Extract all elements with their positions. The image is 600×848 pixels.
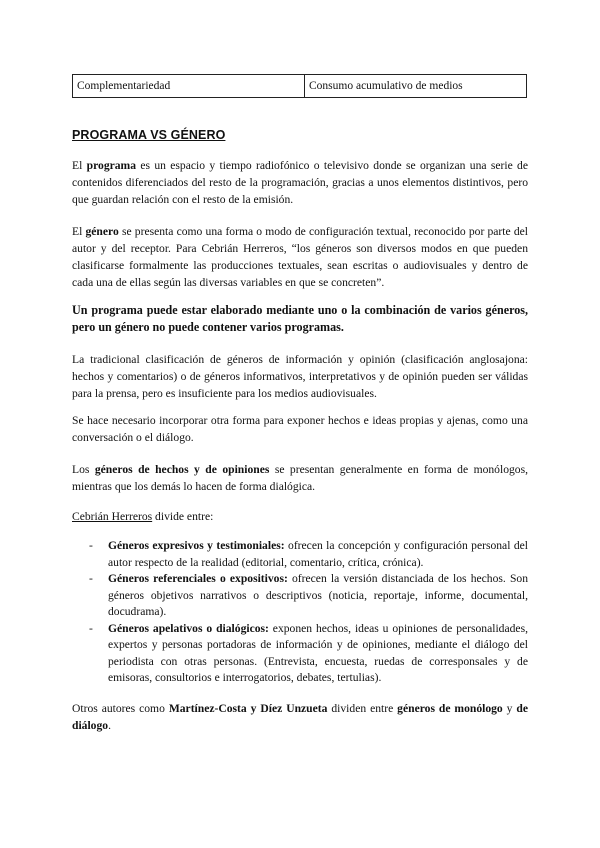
dash-marker: - [89, 572, 93, 585]
table-row [73, 75, 527, 98]
genre-list [72, 538, 528, 687]
bold-term: de diálogo [72, 702, 528, 732]
bold-term: Géneros referenciales o expositivos: [108, 572, 288, 585]
text-run: . [108, 719, 111, 732]
dash-marker: - [89, 539, 93, 552]
text-run: Otros autores como [72, 702, 169, 715]
paragraph-key-statement: Un programa puede estar elaborado mediante uno o la combinación de varios géneros, pero un género no puede contener varios programas. [72, 303, 528, 334]
text-run: se presenta como una forma o modo de configuración textual, reconocido por parte del autor y del receptor. Para Cebrián Herreros, “los géneros son diversos modos en que pueden clasificarse formalmente las producciones textuales, sean escritas o audiovisuales y dentro de cada una de ellas según las diversas variables en que se concreten”. [72, 225, 528, 289]
text-run: exponen hechos, ideas u opiniones de personalidades, expertos y personas portadoras de información y de opiniones, mediante el diálogo del periodista con otras personas. (Entrevista, encuesta, ruedas de corresponsales y de emisoras, consultorios e interrogatorios, debates, tertulias). [108, 621, 528, 684]
text-run: Los [72, 463, 95, 476]
paragraph-conversation: Se hace necesario incorporar otra forma para exponer hechos e ideas propias y ajenas, como una conversación o el diálogo. [72, 414, 528, 444]
text-run: se presentan generalmente en forma de monólogos, mientras que los demás lo hacen de forma dialógica. [72, 463, 529, 493]
paragraph-hechos-opiniones [72, 461, 528, 495]
section-heading: PROGRAMA VS GÉNERO [72, 128, 226, 142]
bold-term: programa [86, 159, 137, 172]
text-run: ofrecen la concepción y configuración personal del autor respecto de la realidad (editorial, comentario, crítica, crónica). [108, 539, 528, 569]
bold-term: géneros de hechos y de opiniones [94, 463, 270, 476]
paragraph-classification: La tradicional clasificación de géneros de información y opinión (clasificación anglosajona: hechos y comentarios) o de géneros informativos, interpretativos y de opinión pueden ser válidas para la prensa, pero es insuficiente para los medios audiovisuales. [72, 353, 528, 400]
bold-term: Martínez-Costa y Díez Unzueta [168, 702, 328, 715]
underlined-author: Cebrián Herreros [72, 510, 153, 523]
bold-term: género [85, 225, 119, 238]
paragraph-programa [72, 157, 528, 208]
text-run: dividen entre [327, 702, 398, 715]
paragraph-genero [72, 223, 528, 291]
text-run: divide entre: [152, 510, 214, 523]
list-item [72, 621, 528, 687]
text-run: El [72, 225, 86, 238]
text-run: es un espacio y tiempo radiofónico o televisivo donde se organizan una serie de contenidos diferenciados del resto de la programación, gracias a unos elementos distintivos, pero que guardan relación con el resto de la emisión. [72, 159, 529, 206]
table-cell: Complementariedad [73, 75, 305, 98]
paragraph-other-authors [72, 700, 528, 734]
text-run: ofrecen la versión distanciada de los hechos. Son géneros objetivos narrativos o descriptivos (noticia, reportaje, informe, documental, docudrama). [108, 572, 528, 618]
dash-marker: - [89, 621, 93, 635]
bold-term: Géneros expresivos y testimoniales: [108, 539, 285, 552]
comparison-table [72, 74, 527, 98]
table-cell: Consumo acumulativo de medios [305, 75, 527, 98]
bold-term: Géneros apelativos o dialógicos: [108, 621, 269, 635]
list-item [72, 538, 528, 571]
list-item [72, 571, 528, 621]
paragraph-cebrian [72, 508, 528, 525]
text-run: y [502, 702, 517, 715]
text-run: El [72, 159, 87, 172]
bold-term: géneros de monólogo [397, 702, 503, 715]
